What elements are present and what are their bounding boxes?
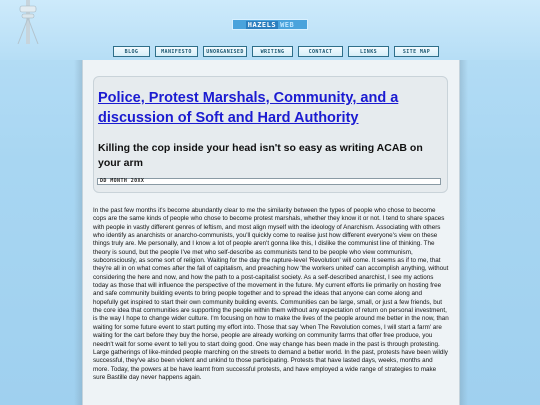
nav-unorganised[interactable]: UNORGANISED [203, 46, 247, 57]
main-nav [113, 46, 439, 57]
nav-blog[interactable]: BLOG [113, 46, 150, 57]
site-header [0, 0, 540, 60]
site-logo[interactable] [232, 19, 308, 30]
radio-tower-icon [8, 0, 48, 44]
post-body: In the past few months it's become abundantly clear to me the similarity between the types of people who chose to become cops are the same kinds of people who chose to become protest marshals, whether they know it or not. I tend to share spaces with people in vastly different genres of leftism, and most align myself with the ideology of Anarchism. Associating with others who identify as anarchists or anarcho-communists, you'll quickly come to realise just how different everyone's view on these things truly are. Me personally, and I know a lot of people aren't gonna like this, I dislike the communist line of thinking. The theory is sound, but the people I've met who self-describe as communists tend to be people who view communism, subconsciously, as some sort of religion. Waiting for the day the rapture-level 'Revolution' will come. It seems as if to me, that they're all in on what comes after the fall of capitalism, and preaching how 'the workers united' can accomplish anything, without considering the here and now, and how the path to a post-capitalist society. As a self-described anarchist, I see my actions today as those that will influence the perspective of the movement in the future. My current efforts lie primarily on hosting free and safe community building events to bring people together and to spread the ideas that anyone can come along and hopefully get inspired to start their own community building events. Communities can be large, small, or just a few friends, but the core idea that communities are supporting the people within them without any expectation of return on personal investment, is the way I hope to change wider culture. I'm focusing on how to make the lives of the people around me better in the now, than waiting for some future event to start putting my effort into. Those that say 'when The Revolution comes, I will start a farm' are waiting for the cart before they buy the horse, people are already working on community farms that offer free produce, you needn't wait for some event to tell you to start doing good. One way change has been made in the past is through protesting. Large gatherings of like-minded people marching on the streets to demand a better world. In the past, protests have been wildly successful, they've also been violent and unkind to those participating. Protests that have lasted days, weeks, months and more. Today, the powers at be have learnt from successful protests, and have employed a wide range of strategies to make sure Bastille day never happens again. [93, 207, 449, 381]
logo-part-a: HAZELS [247, 20, 277, 29]
panel-shadow-left [74, 60, 82, 405]
post-subtitle: Killing the cop inside your head isn't so easy as writing ACAB on your arm [98, 142, 423, 169]
post-date: DD MONTH 20XX [97, 178, 441, 185]
post-title-link[interactable]: Police, Protest Marshals, Community, and a discussion of Soft and Hard Authority [98, 90, 399, 126]
nav-writing[interactable]: WRITING [252, 46, 293, 57]
panel-shadow-right [460, 60, 468, 405]
nav-links[interactable]: LINKS [348, 46, 389, 57]
nav-manifesto[interactable]: MANIFESTO [155, 46, 198, 57]
nav-contact[interactable]: CONTACT [298, 46, 343, 57]
logo-part-b: WEB [280, 20, 295, 29]
nav-site-map[interactable]: SITE MAP [394, 46, 439, 57]
